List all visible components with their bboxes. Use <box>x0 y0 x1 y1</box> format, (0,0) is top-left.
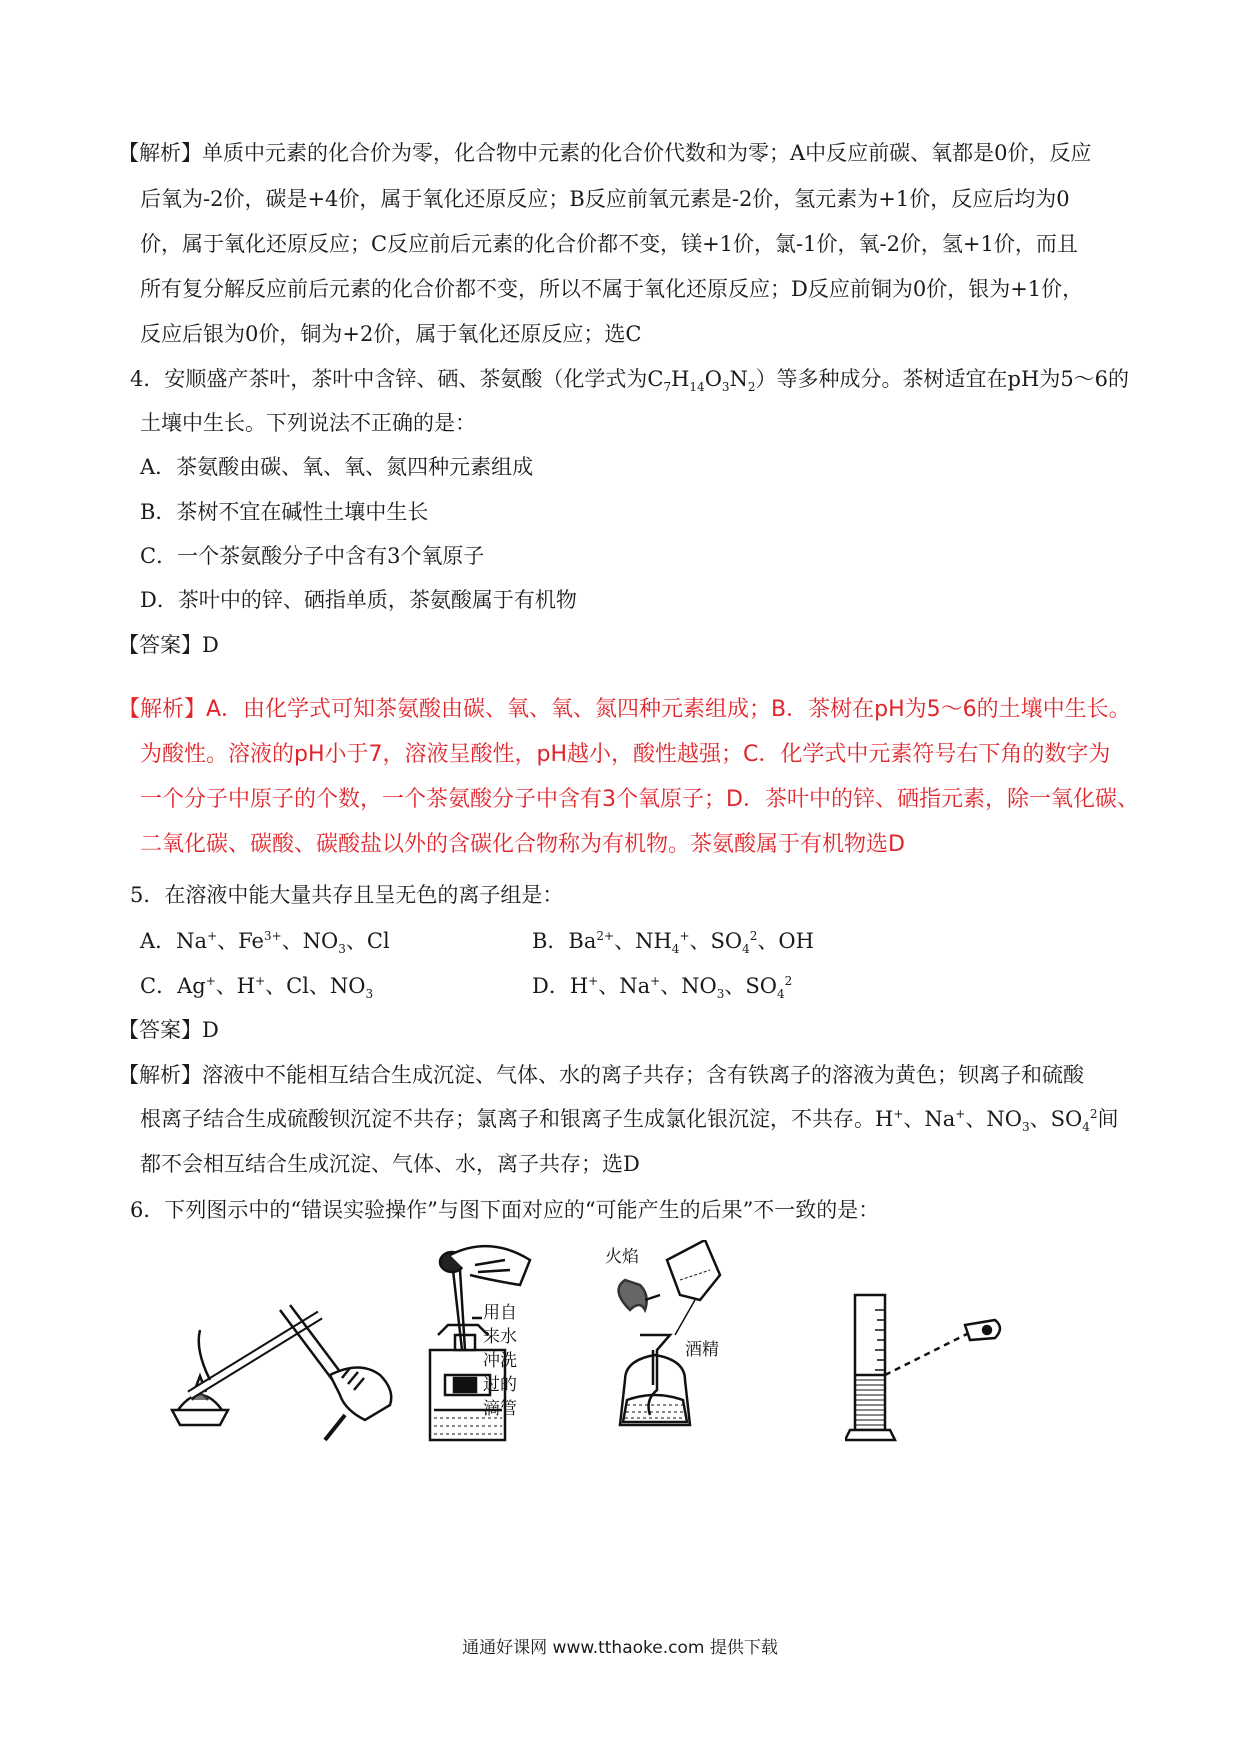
dropper-label-line-1: 用自 <box>483 1303 517 1323</box>
alcohol-label: 酒精 <box>685 1340 719 1360</box>
figure-dropper-label <box>483 1300 523 1430</box>
q4-option-b: B．茶树不宜在碱性土壤中生长 <box>140 500 429 524</box>
q5-answer: 【答案】D <box>118 1018 219 1042</box>
figure-test-tube-heating <box>150 1280 400 1450</box>
q5-stem: 5．在溶液中能大量共存且呈无色的离子组是： <box>130 883 564 907</box>
dropper-label-line-4: 过的 <box>483 1375 517 1395</box>
q5-option-d: D．H+、Na+、$NO_3$、$SO_4^2$ <box>532 974 793 1002</box>
q3-analysis-line-5: 反应后银为0价，铜为+2价，属于氧化还原反应；选C <box>140 322 642 346</box>
q5-option-a: A．Na+、$Fe^{3+}$、$NO_3$、Cl <box>140 929 390 957</box>
q6-stem: 6．下列图示中的“错误实验操作”与图下面对应的“可能产生的后果”不一致的是： <box>130 1198 880 1222</box>
q4-analysis-line-4: 二氧化碳、碳酸、碳酸盐以外的含碳化合物称为有机物。茶氨酸属于有机物选D <box>140 832 905 857</box>
q4-stem-line-2: 土壤中生长。下列说法不正确的是： <box>140 411 476 435</box>
q4-analysis-line-3: 一个分子中原子的个数，一个茶氨酸分子中含有3个氧原子；D．茶叶中的锌、硒指元素，除一氧化碳、 <box>140 787 1139 812</box>
q5-analysis-line-1: 【解析】溶液中不能相互结合生成沉淀、气体、水的离子共存；含有铁离子的溶液为黄色；钡离子和硫酸 <box>118 1063 1084 1087</box>
dropper-label-line-2: 来水 <box>483 1327 517 1347</box>
page-footer: 通通好课网 www.tthaoke.com 提供下载 <box>462 1638 778 1658</box>
q5-analysis-line-2: 根离子结合生成硫酸钡沉淀不共存；氯离子和银离子生成氯化银沉淀，不共存。H+、Na+、$NO_3$、$SO_4^2$间 <box>140 1107 1119 1135</box>
q3-analysis-line-2: 后氧为-2价，碳是+4价，属于氧化还原反应；B反应前氧元素是-2价，氢元素为+1价，反应后均为0 <box>140 187 1070 211</box>
dropper-label-line-5: 滴管 <box>483 1399 517 1419</box>
q4-analysis-line-2: 为酸性。溶液的pH小于7，溶液呈酸性，pH越小，酸性越强；C．化学式中元素符号右下角的数字为 <box>140 742 1111 767</box>
q4-stem-line-1: 4．安顺盛产茶叶，茶叶中含锌、硒、茶氨酸（化学式为$C_7H_{14}O_3N_2$）等多种成分。茶树适宜在pH为5～6的 <box>130 367 1130 395</box>
q4-option-c: C．一个茶氨酸分子中含有3个氧原子 <box>140 544 485 568</box>
q4-answer: 【答案】D <box>118 633 219 657</box>
q5-analysis-line-3: 都不会相互结合生成沉淀、气体、水，离子共存；选D <box>140 1152 640 1176</box>
q5-option-c: C．Ag+、H+、Cl、$NO_3$ <box>140 974 374 1002</box>
q3-analysis-line-4: 所有复分解反应前后元素的化合价都不变，所以不属于氧化还原反应；D反应前铜为0价，银为+1价， <box>140 277 1084 301</box>
q5-option-b: B．$Ba^{2+}$、$NH_4^+$、$SO_4^2$、OH <box>532 929 814 957</box>
figure-alcohol-lamp-refill <box>605 1240 805 1450</box>
flame-label: 火焰 <box>605 1247 639 1267</box>
q4-option-a: A．茶氨酸由碳、氧、氧、氮四种元素组成 <box>140 455 534 479</box>
q3-analysis-line-1: 【解析】单质中元素的化合价为零，化合物中元素的化合价代数和为零；A中反应前碳、氧都是0价，反应 <box>118 141 1092 165</box>
figure-measuring-cylinder <box>845 1280 1025 1450</box>
dropper-label-line-3: 冲洗 <box>483 1351 517 1371</box>
q4-option-d: D．茶叶中的锌、硒指单质，茶氨酸属于有机物 <box>140 588 577 612</box>
q3-analysis-line-3: 价，属于氧化还原反应；C反应前后元素的化合价都不变，镁+1价，氯-1价，氧-2价，氢+1价，而且 <box>140 232 1078 256</box>
q4-analysis-line-1: 【解析】A．由化学式可知茶氨酸由碳、氧、氧、氮四种元素组成；B．茶树在pH为5～6的土壤中生长。 <box>118 697 1131 722</box>
